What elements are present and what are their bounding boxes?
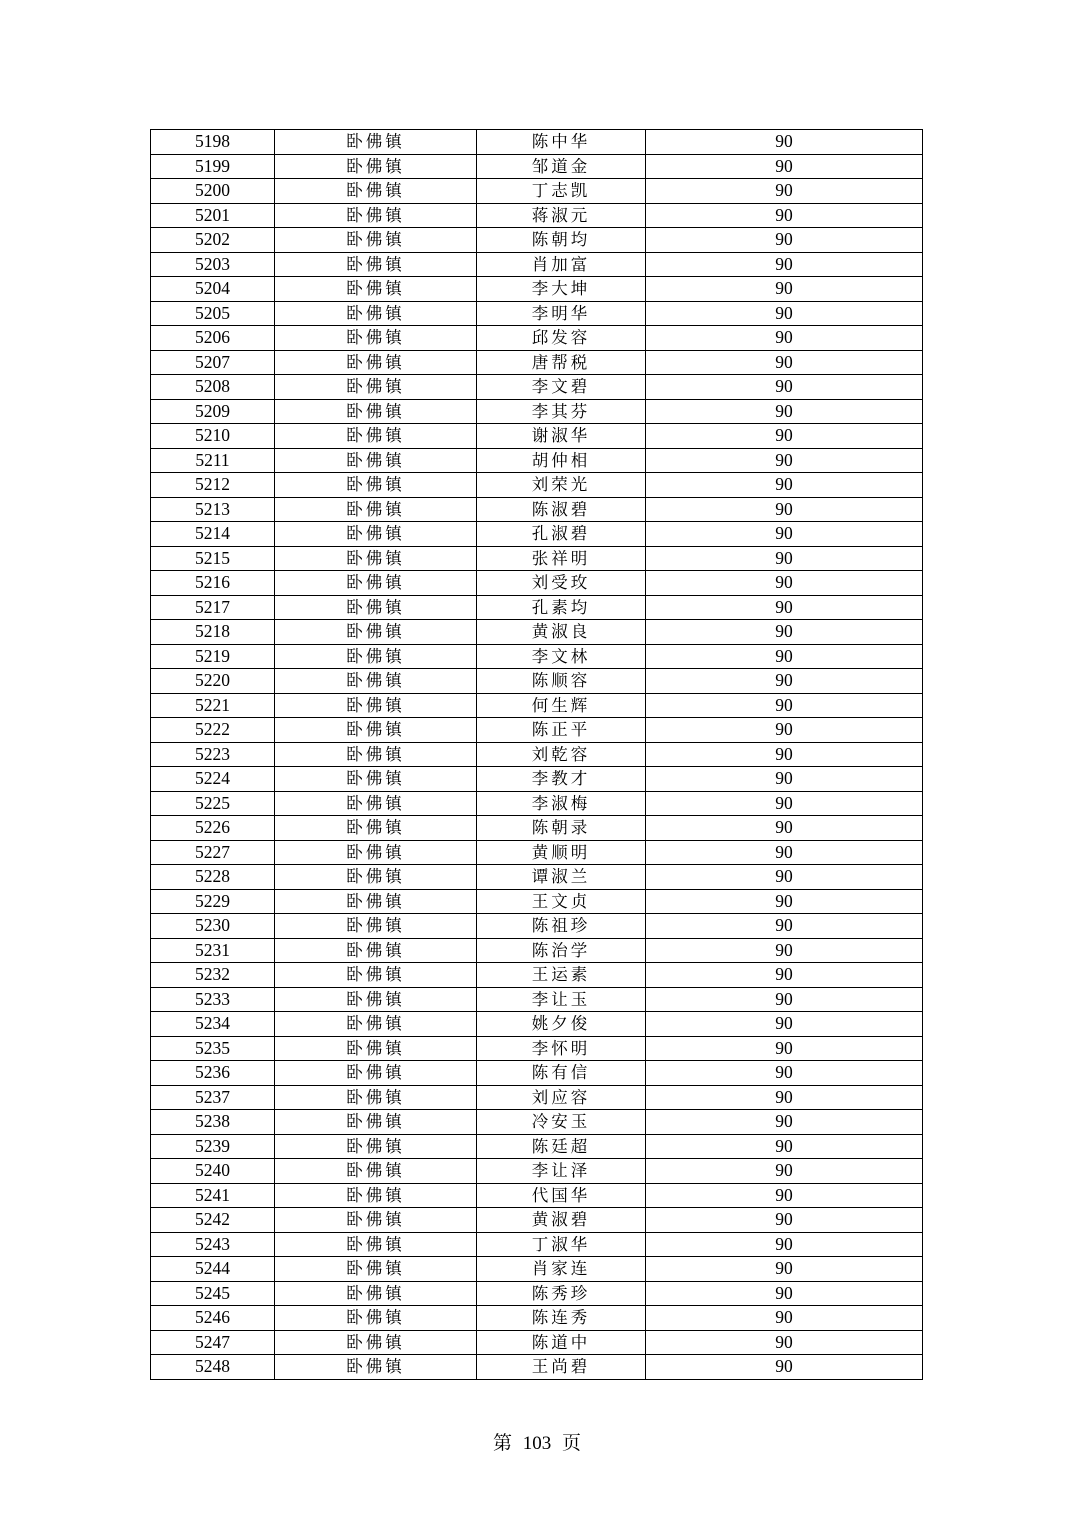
score-cell: 90 bbox=[646, 228, 923, 253]
row-number-cell: 5203 bbox=[151, 252, 275, 277]
row-number-cell: 5206 bbox=[151, 326, 275, 351]
person-name-cell: 孔素均 bbox=[477, 595, 646, 620]
town-cell: 卧佛镇 bbox=[275, 840, 477, 865]
town-cell: 卧佛镇 bbox=[275, 1330, 477, 1355]
score-cell: 90 bbox=[646, 1306, 923, 1331]
person-name-cell: 邱发容 bbox=[477, 326, 646, 351]
person-name-cell: 唐帮税 bbox=[477, 350, 646, 375]
person-name-cell: 胡仲相 bbox=[477, 448, 646, 473]
town-cell: 卧佛镇 bbox=[275, 1085, 477, 1110]
town-cell: 卧佛镇 bbox=[275, 669, 477, 694]
town-cell: 卧佛镇 bbox=[275, 816, 477, 841]
roster-table bbox=[150, 129, 923, 1380]
score-cell: 90 bbox=[646, 1110, 923, 1135]
score-cell: 90 bbox=[646, 1159, 923, 1184]
score-cell: 90 bbox=[646, 742, 923, 767]
town-cell: 卧佛镇 bbox=[275, 644, 477, 669]
row-number-cell: 5237 bbox=[151, 1085, 275, 1110]
person-name-cell: 陈正平 bbox=[477, 718, 646, 743]
page-number: 103 bbox=[522, 1433, 552, 1454]
score-cell: 90 bbox=[646, 203, 923, 228]
person-name-cell: 李文碧 bbox=[477, 375, 646, 400]
town-cell: 卧佛镇 bbox=[275, 1134, 477, 1159]
score-cell: 90 bbox=[646, 1061, 923, 1086]
person-name-cell: 刘应容 bbox=[477, 1085, 646, 1110]
town-cell: 卧佛镇 bbox=[275, 1012, 477, 1037]
score-cell: 90 bbox=[646, 497, 923, 522]
score-cell: 90 bbox=[646, 130, 923, 155]
row-number-cell: 5246 bbox=[151, 1306, 275, 1331]
town-cell: 卧佛镇 bbox=[275, 1110, 477, 1135]
row-number-cell: 5216 bbox=[151, 571, 275, 596]
table-row bbox=[151, 938, 923, 963]
row-number-cell: 5222 bbox=[151, 718, 275, 743]
score-cell: 90 bbox=[646, 399, 923, 424]
table-row bbox=[151, 1036, 923, 1061]
town-cell: 卧佛镇 bbox=[275, 595, 477, 620]
score-cell: 90 bbox=[646, 1012, 923, 1037]
person-name-cell: 肖家连 bbox=[477, 1257, 646, 1282]
person-name-cell: 谢淑华 bbox=[477, 424, 646, 449]
page-suffix: 页 bbox=[562, 1433, 582, 1454]
score-cell: 90 bbox=[646, 1281, 923, 1306]
person-name-cell: 陈祖珍 bbox=[477, 914, 646, 939]
town-cell: 卧佛镇 bbox=[275, 889, 477, 914]
score-cell: 90 bbox=[646, 473, 923, 498]
person-name-cell: 陈廷超 bbox=[477, 1134, 646, 1159]
person-name-cell: 蒋淑元 bbox=[477, 203, 646, 228]
table-row bbox=[151, 865, 923, 890]
person-name-cell: 王文贞 bbox=[477, 889, 646, 914]
table-row bbox=[151, 791, 923, 816]
person-name-cell: 邹道金 bbox=[477, 154, 646, 179]
score-cell: 90 bbox=[646, 1232, 923, 1257]
person-name-cell: 肖加富 bbox=[477, 252, 646, 277]
town-cell: 卧佛镇 bbox=[275, 767, 477, 792]
town-cell: 卧佛镇 bbox=[275, 154, 477, 179]
person-name-cell: 陈淑碧 bbox=[477, 497, 646, 522]
person-name-cell: 陈连秀 bbox=[477, 1306, 646, 1331]
table-row bbox=[151, 424, 923, 449]
person-name-cell: 李教才 bbox=[477, 767, 646, 792]
table-row bbox=[151, 1183, 923, 1208]
person-name-cell: 冷安玉 bbox=[477, 1110, 646, 1135]
table-row bbox=[151, 987, 923, 1012]
roster-table-body bbox=[151, 130, 923, 1380]
person-name-cell: 陈治学 bbox=[477, 938, 646, 963]
town-cell: 卧佛镇 bbox=[275, 571, 477, 596]
score-cell: 90 bbox=[646, 375, 923, 400]
table-row bbox=[151, 767, 923, 792]
table-row bbox=[151, 252, 923, 277]
town-cell: 卧佛镇 bbox=[275, 1183, 477, 1208]
score-cell: 90 bbox=[646, 179, 923, 204]
person-name-cell: 黄淑碧 bbox=[477, 1208, 646, 1233]
score-cell: 90 bbox=[646, 154, 923, 179]
score-cell: 90 bbox=[646, 252, 923, 277]
person-name-cell: 何生辉 bbox=[477, 693, 646, 718]
town-cell: 卧佛镇 bbox=[275, 1061, 477, 1086]
person-name-cell: 李让玉 bbox=[477, 987, 646, 1012]
town-cell: 卧佛镇 bbox=[275, 987, 477, 1012]
table-row bbox=[151, 154, 923, 179]
town-cell: 卧佛镇 bbox=[275, 1208, 477, 1233]
page-prefix: 第 bbox=[492, 1433, 512, 1454]
person-name-cell: 谭淑兰 bbox=[477, 865, 646, 890]
row-number-cell: 5221 bbox=[151, 693, 275, 718]
row-number-cell: 5226 bbox=[151, 816, 275, 841]
table-row bbox=[151, 1257, 923, 1282]
table-row bbox=[151, 1330, 923, 1355]
score-cell: 90 bbox=[646, 571, 923, 596]
town-cell: 卧佛镇 bbox=[275, 252, 477, 277]
town-cell: 卧佛镇 bbox=[275, 1306, 477, 1331]
town-cell: 卧佛镇 bbox=[275, 375, 477, 400]
score-cell: 90 bbox=[646, 1330, 923, 1355]
score-cell: 90 bbox=[646, 767, 923, 792]
row-number-cell: 5234 bbox=[151, 1012, 275, 1037]
town-cell: 卧佛镇 bbox=[275, 473, 477, 498]
person-name-cell: 李怀明 bbox=[477, 1036, 646, 1061]
table-row bbox=[151, 1355, 923, 1380]
table-row bbox=[151, 571, 923, 596]
score-cell: 90 bbox=[646, 644, 923, 669]
score-cell: 90 bbox=[646, 816, 923, 841]
town-cell: 卧佛镇 bbox=[275, 448, 477, 473]
person-name-cell: 张祥明 bbox=[477, 546, 646, 571]
row-number-cell: 5211 bbox=[151, 448, 275, 473]
person-name-cell: 陈顺容 bbox=[477, 669, 646, 694]
score-cell: 90 bbox=[646, 522, 923, 547]
row-number-cell: 5240 bbox=[151, 1159, 275, 1184]
score-cell: 90 bbox=[646, 326, 923, 351]
table-row bbox=[151, 620, 923, 645]
town-cell: 卧佛镇 bbox=[275, 546, 477, 571]
table-row bbox=[151, 228, 923, 253]
table-row bbox=[151, 375, 923, 400]
row-number-cell: 5225 bbox=[151, 791, 275, 816]
score-cell: 90 bbox=[646, 669, 923, 694]
score-cell: 90 bbox=[646, 595, 923, 620]
town-cell: 卧佛镇 bbox=[275, 620, 477, 645]
row-number-cell: 5214 bbox=[151, 522, 275, 547]
row-number-cell: 5236 bbox=[151, 1061, 275, 1086]
score-cell: 90 bbox=[646, 791, 923, 816]
row-number-cell: 5233 bbox=[151, 987, 275, 1012]
row-number-cell: 5201 bbox=[151, 203, 275, 228]
score-cell: 90 bbox=[646, 840, 923, 865]
row-number-cell: 5205 bbox=[151, 301, 275, 326]
score-cell: 90 bbox=[646, 938, 923, 963]
town-cell: 卧佛镇 bbox=[275, 277, 477, 302]
town-cell: 卧佛镇 bbox=[275, 791, 477, 816]
table-row bbox=[151, 473, 923, 498]
row-number-cell: 5238 bbox=[151, 1110, 275, 1135]
town-cell: 卧佛镇 bbox=[275, 203, 477, 228]
row-number-cell: 5235 bbox=[151, 1036, 275, 1061]
table-row bbox=[151, 326, 923, 351]
row-number-cell: 5245 bbox=[151, 1281, 275, 1306]
person-name-cell: 黄淑良 bbox=[477, 620, 646, 645]
table-row bbox=[151, 301, 923, 326]
person-name-cell: 陈有信 bbox=[477, 1061, 646, 1086]
row-number-cell: 5204 bbox=[151, 277, 275, 302]
table-row bbox=[151, 742, 923, 767]
table-row bbox=[151, 963, 923, 988]
table-row bbox=[151, 1208, 923, 1233]
score-cell: 90 bbox=[646, 889, 923, 914]
score-cell: 90 bbox=[646, 448, 923, 473]
person-name-cell: 陈朝均 bbox=[477, 228, 646, 253]
town-cell: 卧佛镇 bbox=[275, 179, 477, 204]
row-number-cell: 5228 bbox=[151, 865, 275, 890]
town-cell: 卧佛镇 bbox=[275, 963, 477, 988]
score-cell: 90 bbox=[646, 1257, 923, 1282]
row-number-cell: 5207 bbox=[151, 350, 275, 375]
person-name-cell: 李其芬 bbox=[477, 399, 646, 424]
town-cell: 卧佛镇 bbox=[275, 301, 477, 326]
table-row bbox=[151, 1061, 923, 1086]
score-cell: 90 bbox=[646, 1208, 923, 1233]
person-name-cell: 陈朝录 bbox=[477, 816, 646, 841]
page-footer bbox=[0, 1428, 1074, 1455]
score-cell: 90 bbox=[646, 1085, 923, 1110]
table-row bbox=[151, 522, 923, 547]
row-number-cell: 5227 bbox=[151, 840, 275, 865]
town-cell: 卧佛镇 bbox=[275, 693, 477, 718]
town-cell: 卧佛镇 bbox=[275, 865, 477, 890]
roster-table-container bbox=[150, 129, 922, 1380]
score-cell: 90 bbox=[646, 1183, 923, 1208]
row-number-cell: 5202 bbox=[151, 228, 275, 253]
score-cell: 90 bbox=[646, 718, 923, 743]
person-name-cell: 陈中华 bbox=[477, 130, 646, 155]
row-number-cell: 5239 bbox=[151, 1134, 275, 1159]
row-number-cell: 5209 bbox=[151, 399, 275, 424]
person-name-cell: 李大坤 bbox=[477, 277, 646, 302]
table-row bbox=[151, 693, 923, 718]
row-number-cell: 5231 bbox=[151, 938, 275, 963]
row-number-cell: 5229 bbox=[151, 889, 275, 914]
row-number-cell: 5217 bbox=[151, 595, 275, 620]
row-number-cell: 5247 bbox=[151, 1330, 275, 1355]
town-cell: 卧佛镇 bbox=[275, 938, 477, 963]
person-name-cell: 刘受玫 bbox=[477, 571, 646, 596]
table-row bbox=[151, 595, 923, 620]
table-row bbox=[151, 1306, 923, 1331]
table-row bbox=[151, 277, 923, 302]
town-cell: 卧佛镇 bbox=[275, 399, 477, 424]
town-cell: 卧佛镇 bbox=[275, 1257, 477, 1282]
row-number-cell: 5200 bbox=[151, 179, 275, 204]
person-name-cell: 代国华 bbox=[477, 1183, 646, 1208]
score-cell: 90 bbox=[646, 1355, 923, 1380]
score-cell: 90 bbox=[646, 1036, 923, 1061]
person-name-cell: 陈道中 bbox=[477, 1330, 646, 1355]
row-number-cell: 5210 bbox=[151, 424, 275, 449]
town-cell: 卧佛镇 bbox=[275, 130, 477, 155]
person-name-cell: 王尚碧 bbox=[477, 1355, 646, 1380]
table-row bbox=[151, 669, 923, 694]
town-cell: 卧佛镇 bbox=[275, 1232, 477, 1257]
row-number-cell: 5208 bbox=[151, 375, 275, 400]
table-row bbox=[151, 1085, 923, 1110]
person-name-cell: 李淑梅 bbox=[477, 791, 646, 816]
table-row bbox=[151, 448, 923, 473]
row-number-cell: 5220 bbox=[151, 669, 275, 694]
table-row bbox=[151, 203, 923, 228]
table-row bbox=[151, 840, 923, 865]
row-number-cell: 5213 bbox=[151, 497, 275, 522]
person-name-cell: 姚夕俊 bbox=[477, 1012, 646, 1037]
person-name-cell: 孔淑碧 bbox=[477, 522, 646, 547]
row-number-cell: 5218 bbox=[151, 620, 275, 645]
town-cell: 卧佛镇 bbox=[275, 228, 477, 253]
town-cell: 卧佛镇 bbox=[275, 497, 477, 522]
person-name-cell: 李让泽 bbox=[477, 1159, 646, 1184]
row-number-cell: 5244 bbox=[151, 1257, 275, 1282]
row-number-cell: 5219 bbox=[151, 644, 275, 669]
table-row bbox=[151, 179, 923, 204]
table-row bbox=[151, 497, 923, 522]
score-cell: 90 bbox=[646, 963, 923, 988]
person-name-cell: 刘荣光 bbox=[477, 473, 646, 498]
table-row bbox=[151, 546, 923, 571]
row-number-cell: 5198 bbox=[151, 130, 275, 155]
table-row bbox=[151, 1110, 923, 1135]
table-row bbox=[151, 1281, 923, 1306]
town-cell: 卧佛镇 bbox=[275, 914, 477, 939]
person-name-cell: 黄顺明 bbox=[477, 840, 646, 865]
row-number-cell: 5243 bbox=[151, 1232, 275, 1257]
row-number-cell: 5242 bbox=[151, 1208, 275, 1233]
table-row bbox=[151, 816, 923, 841]
town-cell: 卧佛镇 bbox=[275, 522, 477, 547]
town-cell: 卧佛镇 bbox=[275, 326, 477, 351]
score-cell: 90 bbox=[646, 546, 923, 571]
table-row bbox=[151, 718, 923, 743]
table-row bbox=[151, 130, 923, 155]
person-name-cell: 刘乾容 bbox=[477, 742, 646, 767]
person-name-cell: 丁淑华 bbox=[477, 1232, 646, 1257]
table-row bbox=[151, 1232, 923, 1257]
table-row bbox=[151, 1012, 923, 1037]
person-name-cell: 丁志凯 bbox=[477, 179, 646, 204]
row-number-cell: 5223 bbox=[151, 742, 275, 767]
score-cell: 90 bbox=[646, 987, 923, 1012]
town-cell: 卧佛镇 bbox=[275, 1355, 477, 1380]
person-name-cell: 王运素 bbox=[477, 963, 646, 988]
row-number-cell: 5232 bbox=[151, 963, 275, 988]
town-cell: 卧佛镇 bbox=[275, 1159, 477, 1184]
table-row bbox=[151, 350, 923, 375]
person-name-cell: 李文林 bbox=[477, 644, 646, 669]
town-cell: 卧佛镇 bbox=[275, 742, 477, 767]
row-number-cell: 5248 bbox=[151, 1355, 275, 1380]
person-name-cell: 李明华 bbox=[477, 301, 646, 326]
town-cell: 卧佛镇 bbox=[275, 350, 477, 375]
town-cell: 卧佛镇 bbox=[275, 1281, 477, 1306]
town-cell: 卧佛镇 bbox=[275, 1036, 477, 1061]
table-row bbox=[151, 399, 923, 424]
row-number-cell: 5212 bbox=[151, 473, 275, 498]
score-cell: 90 bbox=[646, 424, 923, 449]
table-row bbox=[151, 914, 923, 939]
table-row bbox=[151, 1134, 923, 1159]
table-row bbox=[151, 1159, 923, 1184]
table-row bbox=[151, 644, 923, 669]
score-cell: 90 bbox=[646, 301, 923, 326]
table-row bbox=[151, 889, 923, 914]
row-number-cell: 5199 bbox=[151, 154, 275, 179]
row-number-cell: 5215 bbox=[151, 546, 275, 571]
person-name-cell: 陈秀珍 bbox=[477, 1281, 646, 1306]
row-number-cell: 5241 bbox=[151, 1183, 275, 1208]
score-cell: 90 bbox=[646, 277, 923, 302]
row-number-cell: 5224 bbox=[151, 767, 275, 792]
score-cell: 90 bbox=[646, 350, 923, 375]
town-cell: 卧佛镇 bbox=[275, 424, 477, 449]
score-cell: 90 bbox=[646, 1134, 923, 1159]
score-cell: 90 bbox=[646, 865, 923, 890]
score-cell: 90 bbox=[646, 693, 923, 718]
score-cell: 90 bbox=[646, 620, 923, 645]
town-cell: 卧佛镇 bbox=[275, 718, 477, 743]
score-cell: 90 bbox=[646, 914, 923, 939]
row-number-cell: 5230 bbox=[151, 914, 275, 939]
